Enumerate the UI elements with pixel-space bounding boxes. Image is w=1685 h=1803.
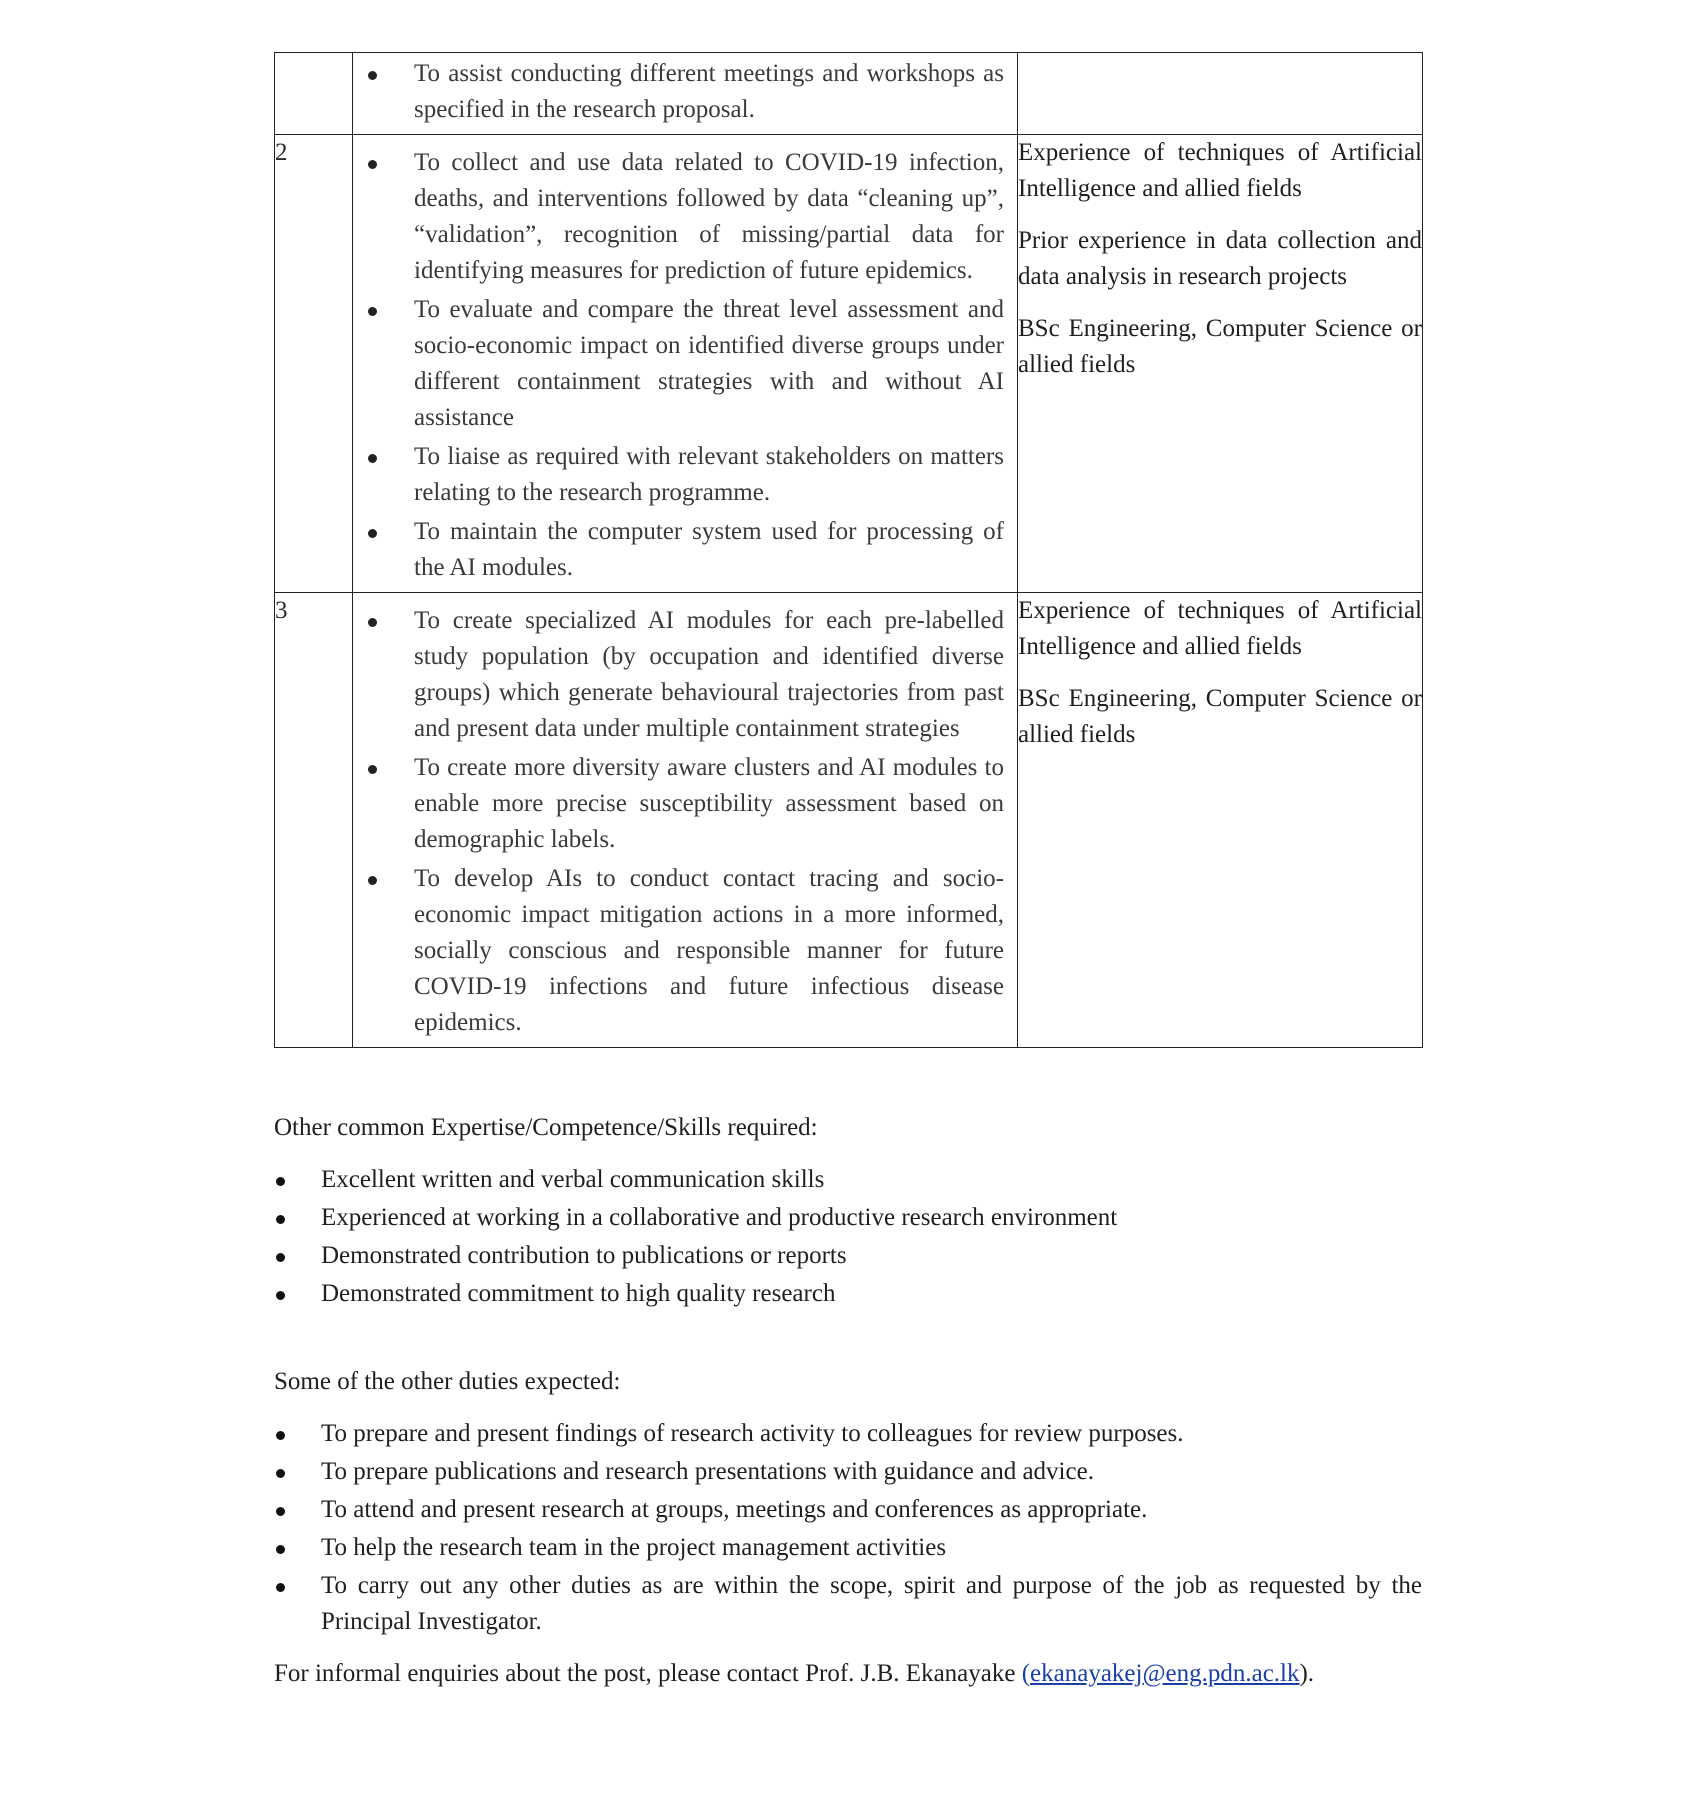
table-row	[275, 53, 1423, 135]
bullet-icon	[368, 307, 377, 316]
list-item: To maintain the computer system used for processing of the AI modules.	[353, 514, 1004, 586]
qualification-text: Experience of techniques of Artificial Intelligence and allied fields	[1018, 139, 1422, 202]
row-number	[275, 53, 353, 135]
other-duties-heading: Some of the other duties expected:	[274, 1368, 621, 1395]
responsibilities-list	[353, 135, 1017, 592]
bullet-icon	[276, 1431, 285, 1440]
qualification-text: BSc Engineering, Computer Science or allied fields	[1018, 315, 1422, 378]
bullet-icon	[368, 71, 377, 80]
responsibilities-list	[353, 53, 1017, 134]
table-row	[275, 135, 1423, 593]
bullet-icon	[276, 1253, 285, 1262]
other-duties-list	[274, 1416, 1422, 1640]
row-number: 2	[275, 135, 353, 593]
bullet-icon	[276, 1545, 285, 1554]
bullet-icon	[368, 160, 377, 169]
list-item: To attend and present research at groups, meetings and conferences as appropriate.	[274, 1492, 1422, 1528]
list-item: To create specialized AI modules for each pre-labelled study population (by occupation and identified diverse groups) which generate behavioural trajectories from past and present data under multiple containment strategies	[353, 603, 1004, 747]
bullet-icon	[276, 1291, 285, 1300]
responsibilities-cell	[353, 135, 1018, 593]
responsibilities-cell	[353, 53, 1018, 135]
contact-paragraph: For informal enquiries about the post, please contact Prof. J.B. Ekanayake (ekanayakej@eng.pdn.ac.lk).	[274, 1660, 1315, 1687]
qualification-text: Experience of techniques of Artificial Intelligence and allied fields	[1018, 597, 1422, 660]
list-item: To evaluate and compare the threat level assessment and socio-economic impact on identified diverse groups under different containment strategies with and without AI assistance	[353, 292, 1004, 436]
document-page	[274, 52, 1422, 1692]
bullet-icon	[368, 618, 377, 627]
qualifications-cell	[1018, 53, 1423, 135]
qualifications-cell	[1018, 593, 1423, 1048]
qualification-text: Prior experience in data collection and data analysis in research projects	[1018, 227, 1422, 290]
skills-list	[274, 1162, 1422, 1312]
contact-email-link[interactable]: ekanayakej@eng.pdn.ac.lk	[1030, 1660, 1300, 1687]
list-item: To liaise as required with relevant stakeholders on matters relating to the research programme.	[353, 439, 1004, 511]
bullet-icon	[368, 454, 377, 463]
bullet-icon	[276, 1469, 285, 1478]
responsibilities-cell	[353, 593, 1018, 1048]
skills-heading: Other common Expertise/Competence/Skills required:	[274, 1114, 818, 1141]
bullet-icon	[276, 1583, 285, 1592]
bullet-icon	[368, 876, 377, 885]
row-number: 3	[275, 593, 353, 1048]
other-duties-section	[274, 1364, 1422, 1640]
bullet-icon	[276, 1177, 285, 1186]
list-item: To develop AIs to conduct contact tracing and socio-economic impact mitigation actions in a more informed, socially conscious and responsible manner for future COVID-19 infections and future infectious disease epidemics.	[353, 861, 1004, 1041]
list-item: Demonstrated contribution to publications or reports	[274, 1238, 1422, 1274]
list-item: To prepare and present findings of research activity to colleagues for review purposes.	[274, 1416, 1422, 1452]
responsibilities-list	[353, 593, 1017, 1047]
list-item: Excellent written and verbal communication skills	[274, 1162, 1422, 1198]
list-item: To assist conducting different meetings and workshops as specified in the research proposal.	[353, 56, 1004, 128]
list-item: To help the research team in the project management activities	[274, 1530, 1422, 1566]
list-item: Experienced at working in a collaborative and productive research environment	[274, 1200, 1422, 1236]
list-item: To create more diversity aware clusters and AI modules to enable more precise susceptibility assessment based on demographic labels.	[353, 750, 1004, 858]
list-item: To carry out any other duties as are within the scope, spirit and purpose of the job as requested by the Principal Investigator.	[274, 1568, 1422, 1640]
qualification-text: BSc Engineering, Computer Science or allied fields	[1018, 685, 1422, 748]
bullet-icon	[276, 1215, 285, 1224]
bullet-icon	[276, 1507, 285, 1516]
qualifications-cell	[1018, 135, 1423, 593]
duties-table	[274, 52, 1423, 1048]
list-item: To prepare publications and research presentations with guidance and advice.	[274, 1454, 1422, 1490]
bullet-icon	[368, 765, 377, 774]
bullet-icon	[368, 529, 377, 538]
skills-section	[274, 1110, 1422, 1312]
list-item: Demonstrated commitment to high quality research	[274, 1276, 1422, 1312]
list-item: To collect and use data related to COVID-19 infection, deaths, and interventions followed by data “cleaning up”, “validation”, recognition of missing/partial data for identifying measures for prediction of future epidemics.	[353, 145, 1004, 289]
table-row	[275, 593, 1423, 1048]
